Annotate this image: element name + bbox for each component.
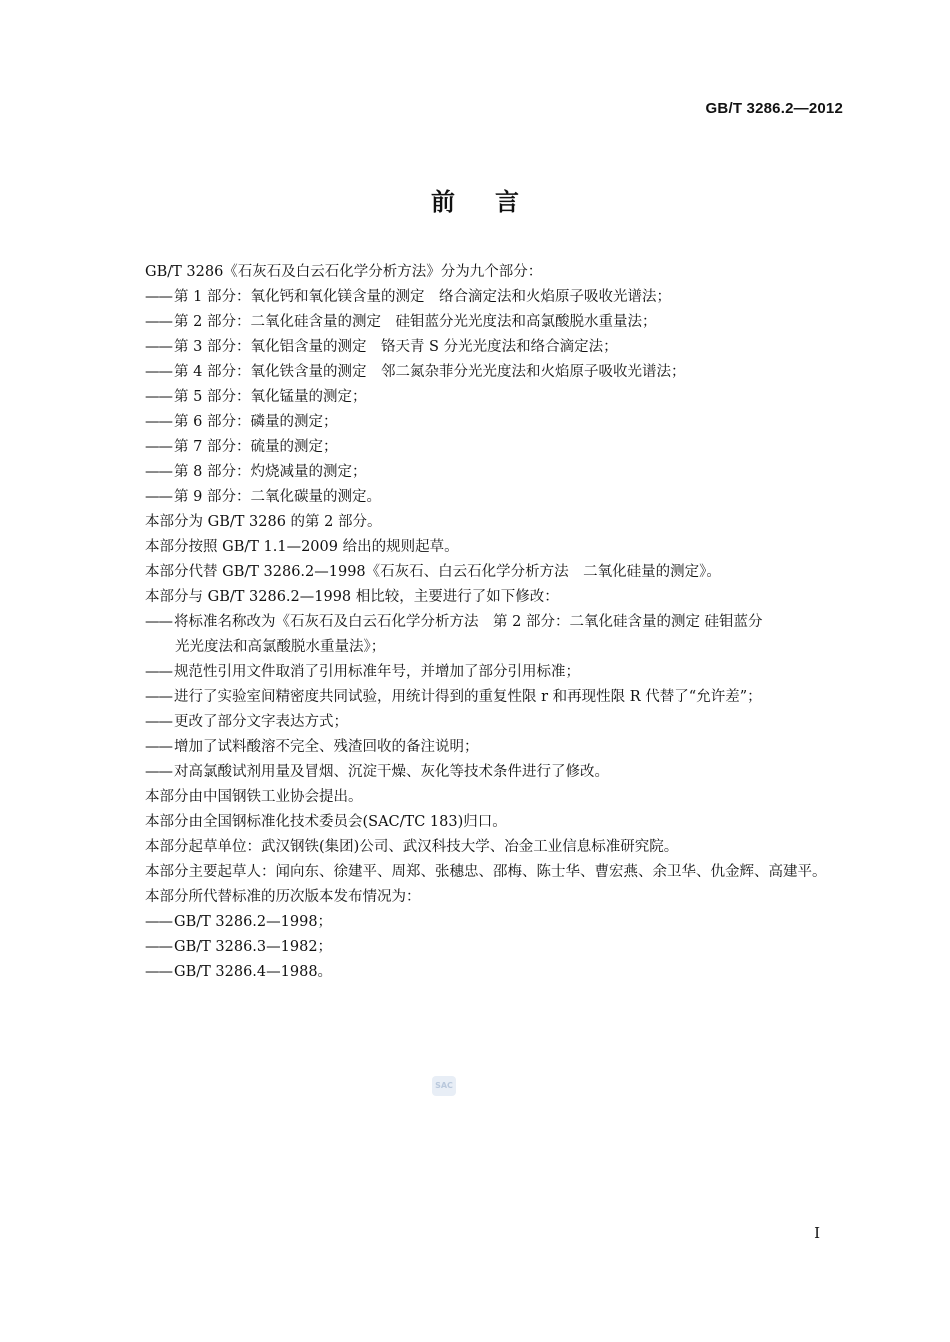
line-text: 第 6 部分：磷量的测定； — [174, 414, 338, 430]
text-line — [145, 760, 850, 785]
line-text: 第 9 部分：二氧化碳量的测定。 — [174, 489, 381, 505]
standard-code: GB/T 3286.2—2012 — [705, 100, 843, 117]
line-text: 本部分按照 GB/T 1.1—2009 给出的规则起草。 — [145, 539, 459, 555]
list-dash: —— — [145, 364, 172, 380]
line-text: 本部分代替 GB/T 3286.2—1998《石灰石、白云石化学分析方法 二氧化硅量的测定》。 — [145, 564, 721, 580]
list-dash: —— — [145, 664, 172, 680]
text-line — [145, 610, 850, 635]
text-line — [145, 860, 850, 885]
line-text: 第 2 部分：二氧化硅含量的测定 硅钼蓝分光光度法和高氯酸脱水重量法； — [174, 314, 657, 330]
line-text: 第 8 部分：灼烧减量的测定； — [174, 464, 367, 480]
text-line — [145, 485, 850, 510]
text-line — [145, 660, 850, 685]
page-title: 前言 — [431, 188, 559, 216]
list-dash: —— — [145, 289, 172, 305]
line-text: 第 3 部分：氧化铝含量的测定 铬天青 S 分光光度法和络合滴定法； — [174, 339, 618, 355]
list-dash: —— — [145, 689, 172, 705]
list-dash: —— — [145, 714, 172, 730]
list-dash: —— — [145, 414, 172, 430]
text-line — [145, 935, 850, 960]
line-text: 本部分由全国钢标准化技术委员会(SAC/TC 183)归口。 — [145, 814, 507, 830]
list-dash: —— — [145, 614, 172, 630]
line-text: GB/T 3286.2—1998； — [174, 914, 333, 930]
text-line — [145, 285, 850, 310]
line-text: 规范性引用文件取消了引用标准年号，并增加了部分引用标准； — [174, 664, 580, 680]
text-line — [145, 460, 850, 485]
line-text: 本部分起草单位：武汉钢铁(集团)公司、武汉科技大学、冶金工业信息标准研究院。 — [145, 839, 679, 855]
line-text: 对高氯酸试剂用量及冒烟、沉淀干燥、灰化等技术条件进行了修改。 — [174, 764, 609, 780]
text-line — [145, 310, 850, 335]
line-text: 第 1 部分：氧化钙和氧化镁含量的测定 络合滴定法和火焰原子吸收光谱法； — [174, 289, 671, 305]
line-text: 本部分与 GB/T 3286.2—1998 相比较，主要进行了如下修改： — [145, 589, 559, 605]
list-dash: —— — [145, 739, 172, 755]
text-line — [145, 635, 850, 660]
list-dash: —— — [145, 314, 172, 330]
text-line — [145, 410, 850, 435]
text-line — [145, 585, 850, 610]
foreword-body — [145, 260, 850, 985]
text-line — [145, 510, 850, 535]
line-text: GB/T 3286.4—1988。 — [174, 964, 333, 980]
list-dash: —— — [145, 964, 172, 980]
line-text: 本部分为 GB/T 3286 的第 2 部分。 — [145, 514, 382, 530]
list-dash: —— — [145, 764, 172, 780]
text-line — [145, 335, 850, 360]
line-text: GB/T 3286.3—1982； — [174, 939, 333, 955]
text-line — [145, 885, 850, 910]
line-text: 更改了部分文字表达方式； — [174, 714, 348, 730]
text-line — [145, 910, 850, 935]
line-text: 进行了实验室间精密度共同试验，用统计得到的重复性限 r 和再现性限 R 代替了“允许差”； — [174, 689, 762, 705]
line-text: 光光度法和高氯酸脱水重量法》； — [175, 639, 386, 655]
sac-watermark-logo: SAC — [432, 1076, 456, 1096]
text-line — [145, 260, 850, 285]
list-dash: —— — [145, 339, 172, 355]
line-text: 第 5 部分：氧化锰量的测定； — [174, 389, 367, 405]
line-text: 将标准名称改为《石灰石及白云石化学分析方法 第 2 部分：二氧化硅含量的测定 硅钼蓝分 — [174, 614, 763, 630]
text-line — [145, 685, 850, 710]
list-dash: —— — [145, 914, 172, 930]
text-line — [145, 560, 850, 585]
text-line — [145, 785, 850, 810]
page-number: I — [814, 1224, 820, 1242]
text-line — [145, 435, 850, 460]
text-line — [145, 960, 850, 985]
list-dash: —— — [145, 389, 172, 405]
line-text: 第 4 部分：氧化铁含量的测定 邻二氮杂菲分光光度法和火焰原子吸收光谱法； — [174, 364, 686, 380]
list-dash: —— — [145, 439, 172, 455]
line-text: GB/T 3286《石灰石及白云石化学分析方法》分为九个部分： — [145, 264, 543, 280]
line-text: 本部分主要起草人：闻向东、徐建平、周郑、张穗忠、邵梅、陈士华、曹宏燕、余卫华、仇金辉、高建平。 — [145, 864, 827, 880]
list-dash: —— — [145, 464, 172, 480]
text-line — [145, 735, 850, 760]
text-line — [145, 385, 850, 410]
line-text: 本部分由中国钢铁工业协会提出。 — [145, 789, 363, 805]
text-line — [145, 710, 850, 735]
list-dash: —— — [145, 489, 172, 505]
list-dash: —— — [145, 939, 172, 955]
text-line — [145, 835, 850, 860]
text-line — [145, 810, 850, 835]
line-text: 第 7 部分：硫量的测定； — [174, 439, 338, 455]
text-line — [145, 360, 850, 385]
text-line — [145, 535, 850, 560]
line-text: 增加了试料酸溶不完全、残渣回收的备注说明； — [174, 739, 479, 755]
line-text: 本部分所代替标准的历次版本发布情况为： — [145, 889, 421, 905]
